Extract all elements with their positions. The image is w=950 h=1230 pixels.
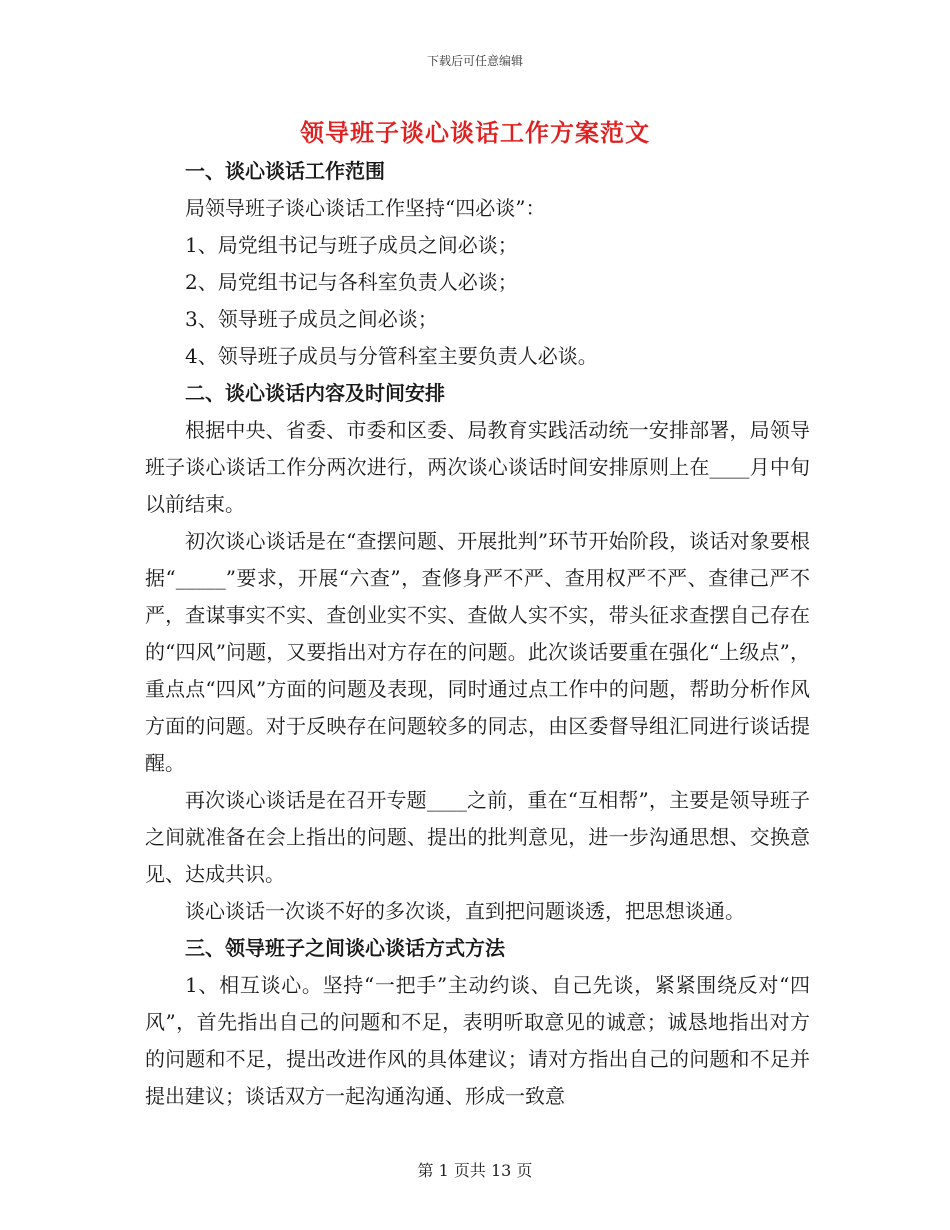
section-heading: 二、谈心谈话内容及时间安排 <box>185 381 445 405</box>
list-item: 1、局党组书记与班子成员之间必谈； <box>185 233 518 257</box>
paragraph: 再次谈心谈话是在召开专题____之前，重在“互相帮”，主要是领导班子之间就准备在会上指出的问题、提出的批判意见，进一步沟通思想、交换意见、达成共识。 <box>145 788 810 886</box>
section-heading: 三、领导班子之间谈心谈话方式方法 <box>185 936 505 960</box>
page-number: 第 1 页共 13 页 <box>417 1161 533 1180</box>
header-note: 下载后可任意编辑 <box>426 54 523 68</box>
paragraph: 1、相互谈心。坚持“一把手”主动约谈、自己先谈，紧紧围绕反对“四风”，首先指出自己的问题和不足，表明听取意见的诚意；诚恳地指出对方的问题和不足，提出改进作风的具体建议；请对方指出自己的问题和不足并提出建议；谈话双方一起沟通沟通、形成一致意 <box>145 973 810 1108</box>
document-body <box>145 153 810 1115</box>
paragraph: 局领导班子谈心谈话工作坚持“四必谈”： <box>185 196 546 220</box>
document-title: 领导班子谈心谈话工作方案范文 <box>300 118 650 147</box>
section-heading: 一、谈心谈话工作范围 <box>185 159 385 183</box>
list-item: 3、领导班子成员之间必谈； <box>185 307 438 331</box>
paragraph: 初次谈心谈话是在“查摆问题、开展批判”环节开始阶段，谈话对象要根据“_____”要求，开展“六查”，查修身严不严、查用权严不严、查律己严不严，查谋事实不实、查创业实不实、查做人实不实，带头征求查摆自己存在的“四风”问题，又要指出对方存在的问题。此次谈话要重在强化“上级点”，重点点“四风”方面的问题及表现，同时通过点工作中的问题，帮助分析作风方面的问题。对于反映存在问题较多的同志，由区委督导组汇同进行谈话提醒。 <box>145 529 810 775</box>
list-item: 2、局党组书记与各科室负责人必谈； <box>185 270 518 294</box>
paragraph: 根据中央、省委、市委和区委、局教育实践活动统一安排部署，局领导班子谈心谈话工作分两次进行，两次谈心谈话时间安排原则上在____月中旬以前结束。 <box>145 418 810 516</box>
paragraph: 谈心谈话一次谈不好的多次谈，直到把问题谈透，把思想谈通。 <box>185 899 745 923</box>
list-item: 4、领导班子成员与分管科室主要负责人必谈。 <box>185 344 598 368</box>
